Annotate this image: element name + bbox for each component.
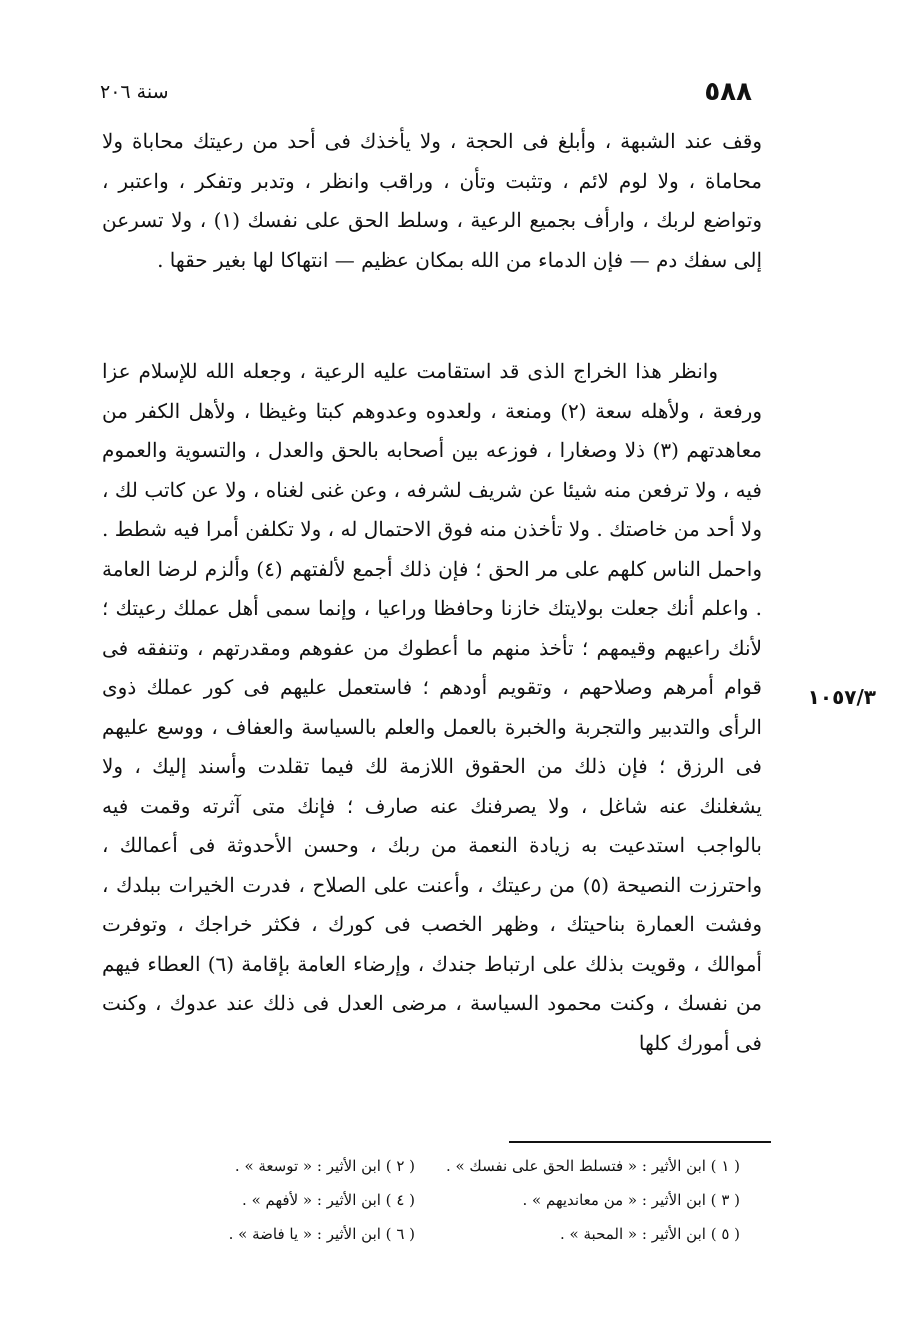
footnotes — [110, 1152, 740, 1248]
footnote-1: ( ١ ) ابن الأثير : « فتسلط الحق على نفسك » . — [445, 1157, 740, 1175]
footnote-6: ( ٦ ) ابن الأثير : « يا فاضة » . — [228, 1225, 415, 1243]
footnote-5: ( ٥ ) ابن الأثير : « المحبة » . — [560, 1225, 740, 1243]
paragraph-2: وانظر هذا الخراج الذى قد استقامت عليه الرعية ، وجعله الله للإسلام عزا ورفعة ، ولأهله سعة (٢) ومنعة ، ولعدوه وعدوهم كبتا وغيظا ، ولأهل الكفر من معاهدتهم (٣) ذلا وصغارا ، فوزعه بين أصحابه بالحق والعدل ، والتسوية والعموم فيه ، ولا ترفعن منه شيئا عن شريف لشرفه ، وعن غنى لغناه ، ولا عن كاتب لك ، ولا أحد من خاصتك . ولا تأخذن منه فوق الاحتمال له ، ولا تكلفن أمرا فيه شطط . واحمل الناس كلهم على مر الحق ؛ فإن ذلك أجمع لألفتهم (٤) وألزم لرضا العامة . واعلم أنك جعلت بولايتك خازنا وحافظا وراعيا ، وإنما سمى أهل عملك رعيتك ؛ لأنك راعيهم وقيمهم ؛ تأخذ منهم ما أعطوك من عفوهم ومقدرتهم ، وتنفقه فى قوام أمرهم وصلاحهم ، وتقويم أودهم ؛ فاستعمل عليهم فى كور عملك ذوى الرأى والتدبير والتجربة والخبرة بالعمل والعلم بالسياسة والعفاف ، ووسع عليهم فى الرزق ؛ فإن ذلك من الحقوق اللازمة لك فيما تقلدت وأسند إليك ، ولا يشغلنك عنه شاغل ، ولا يصرفنك عنه صارف ؛ فإنك متى آثرته وقمت فيه بالواجب استدعيت به زيادة النعمة من ربك ، وحسن الأحدوثة فى أعمالك ، واحترزت النصيحة (٥) من رعيتك ، وأعنت على الصلاح ، فدرت الخيرات ببلدك ، وفشت العمارة بناحيتك ، وظهر الخصب فى كورك ، فكثر خراجك ، وتوفرت أموالك ، وقويت بذلك على ارتباط جندك ، وإرضاء العامة بإقامة (٦) العطاء فيهم من نفسك ، وكنت محمود السياسة ، مرضى العدل فى ذلك عند عدوك ، وكنت فى أمورك كلها — [102, 359, 762, 1055]
paragraph-1: وقف عند الشبهة ، وأبلغ فى الحجة ، ولا يأخذك فى أحد من رعيتك محاباة ولا محاماة ، ولا لوم لائم ، وتثبت وتأن ، وراقب وانظر ، وتدبر وتفكر ، واعتبر ، وتواضع لربك ، وارأف بجميع الرعية ، وسلط الحق على نفسك (١) ، ولا تسرعن إلى سفك دم — فإن الدماء من الله بمكان عظيم — انتهاكا لها بغير حقها . — [102, 129, 762, 272]
footnote-3: ( ٣ ) ابن الأثير : « من معانديهم » . — [522, 1191, 740, 1209]
running-head-year: سنة ٢٠٦ — [100, 81, 169, 103]
page-header — [100, 74, 752, 110]
footnote-divider — [509, 1141, 771, 1143]
footnote-2: ( ٢ ) ابن الأثير : « توسعة » . — [234, 1157, 415, 1175]
margin-reference: ١٠٥٧/٣ — [807, 685, 876, 709]
page-number: ٥٨٨ — [704, 77, 752, 107]
footnote-4: ( ٤ ) ابن الأثير : « لأفهم » . — [242, 1191, 415, 1209]
